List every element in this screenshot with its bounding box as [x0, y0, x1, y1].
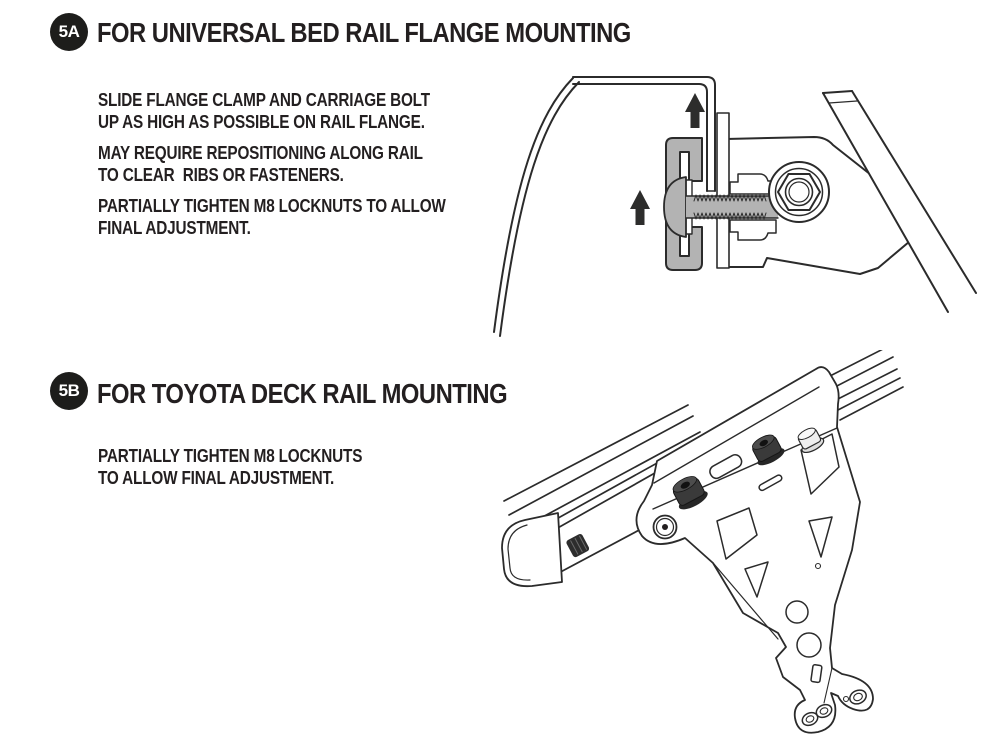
- instruction-line: TO ALLOW FINAL ADJUSTMENT.: [98, 468, 335, 488]
- step-badge-5b: 5B: [50, 372, 88, 410]
- rail-end-cap: [502, 513, 562, 586]
- bed-wall-curve: [494, 78, 579, 336]
- mounting-bracket: [636, 367, 873, 733]
- rail-knob: [565, 533, 590, 558]
- section-a-instructions: [98, 89, 446, 248]
- instruction-line: PARTIALLY TIGHTEN M8 LOCKNUTS TO ALLOW: [98, 196, 446, 216]
- bed-side-strip: [717, 113, 729, 268]
- instruction-line: PARTIALLY TIGHTEN M8 LOCKNUTS: [98, 446, 363, 466]
- deck-rail-continuation: [830, 350, 903, 420]
- section-a-title: FOR UNIVERSAL BED RAIL FLANGE MOUNTING: [97, 17, 631, 48]
- instruction-line: FINAL ADJUSTMENT.: [98, 218, 251, 238]
- up-arrow-icon: [630, 190, 650, 225]
- paragraph: [98, 142, 446, 186]
- m8-locknut-boss: [769, 162, 829, 222]
- instruction-line: UP AS HIGH AS POSSIBLE ON RAIL FLANGE.: [98, 112, 425, 132]
- step-badge-5a: 5A: [50, 13, 88, 51]
- paragraph: [98, 445, 362, 489]
- section-b-title: FOR TOYOTA DECK RAIL MOUNTING: [97, 378, 508, 409]
- illustration-deck-rail-bracket-diagram: [480, 350, 1000, 750]
- button-head-screw: [654, 516, 677, 539]
- instruction-line: TO CLEAR RIBS OR FASTENERS.: [98, 165, 344, 185]
- paragraph: [98, 195, 446, 239]
- instruction-line: MAY REQUIRE REPOSITIONING ALONG RAIL: [98, 143, 423, 163]
- section-b-instructions: [98, 445, 362, 498]
- illustration-flange-clamp-diagram: [480, 60, 1000, 350]
- up-arrow-icon: [685, 93, 705, 128]
- instruction-line: SLIDE FLANGE CLAMP AND CARRIAGE BOLT: [98, 90, 430, 110]
- paragraph: [98, 89, 446, 133]
